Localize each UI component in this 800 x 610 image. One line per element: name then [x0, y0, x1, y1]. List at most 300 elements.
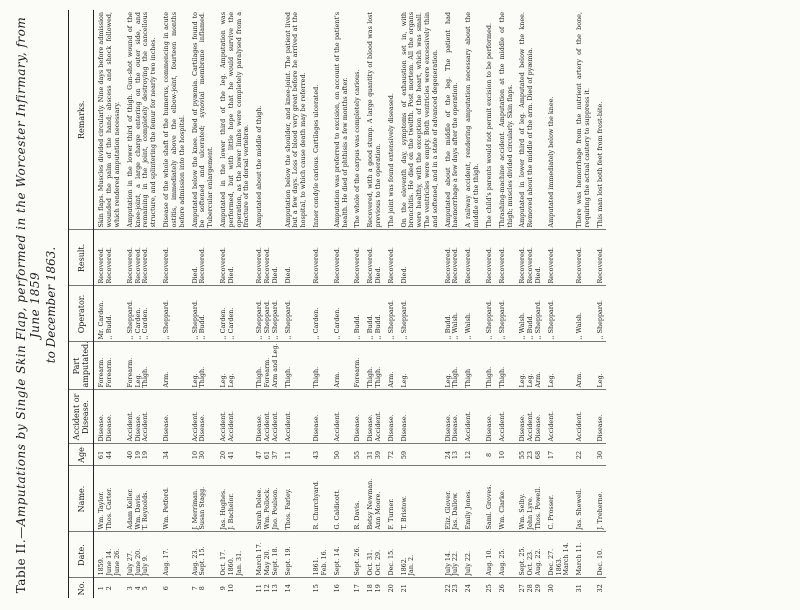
- cell-no-line: 2: [105, 586, 114, 591]
- cell-part: [252, 342, 280, 390]
- cell-date-line: Aug. 17.: [162, 548, 171, 576]
- cell-remarks-text: Amputated in the lower third of the leg. Amputation was performed, but with little hope that he would survive the operation, as the lower limbs were completely paralysed from a fracture of the dorsal vertebræ.: [218, 12, 251, 228]
- cell-operator-line: ,, Carden.: [133, 307, 142, 340]
- table-row: [397, 10, 441, 598]
- cell-age-line: 17: [546, 450, 555, 460]
- cell-accident-line: Accident.: [373, 411, 382, 442]
- cell-remarks-text: A railway accident, rendering amputation necessary about the middle of the thigh.: [464, 12, 481, 228]
- table-row: [544, 10, 572, 598]
- cell-date-line: Sept. 19.: [283, 546, 292, 576]
- cell-name: [441, 466, 462, 532]
- table-row: [216, 10, 252, 598]
- cell-date: [495, 532, 516, 578]
- cell-part: [384, 342, 397, 390]
- cell-date: [384, 532, 397, 578]
- cell-operator: [363, 286, 384, 342]
- cell-no-line: 7: [190, 586, 199, 591]
- cell-result: [544, 230, 572, 286]
- cell-no: [159, 578, 187, 598]
- cell-age: [441, 444, 462, 466]
- table-row: [281, 10, 309, 598]
- cell-operator: [495, 286, 516, 342]
- cell-remarks-text: Amputation was preferred to excision, on account of the patient's health. He died of phthisis a few months after.: [332, 12, 349, 228]
- cell-date: [441, 532, 462, 578]
- cell-age-line: 22: [575, 450, 584, 460]
- cell-result-line: Recovered.: [386, 247, 395, 284]
- cell-remarks: [397, 10, 441, 230]
- cell-operator-line: ,, Walsh.: [464, 312, 473, 340]
- cell-part-line: Leg.: [595, 373, 604, 388]
- cell-operator: [572, 286, 593, 342]
- cell-accident-line: Disease.: [97, 414, 106, 442]
- cell-result-line: Recovered.: [312, 247, 321, 284]
- cell-remarks: [384, 10, 397, 230]
- cell-result: [216, 230, 252, 286]
- cell-part-line: Arm.: [386, 371, 395, 388]
- cell-part-line: Forearm.: [105, 357, 114, 388]
- cell-accident-line: Accident.: [526, 411, 535, 442]
- cell-name-line: Jas. Shewell.: [575, 488, 584, 530]
- cell-part-line: Thigh.: [283, 366, 292, 388]
- cell-part-line: Arm and Leg.: [270, 343, 279, 388]
- cell-age-line: 24: [443, 450, 452, 460]
- cell-accident: [309, 390, 330, 444]
- cell-name-line: Thos. Farley.: [283, 488, 292, 530]
- cell-result: [441, 230, 462, 286]
- cell-part-line: Forearm.: [125, 357, 134, 388]
- cell-remarks-text: Disease of the whole shaft of the humerus, commencing in acute ostitis, immediately above the elbow-joint, fourteen months before admission into the hospital.: [162, 12, 186, 228]
- cell-no: [461, 578, 482, 598]
- cell-no: [216, 578, 252, 598]
- cell-date: [94, 532, 123, 578]
- cell-no: [593, 578, 606, 598]
- cell-accident-line: Accident.: [283, 411, 292, 442]
- cell-accident-line: Disease.: [353, 414, 362, 442]
- cell-result-line: Recovered.: [443, 247, 452, 284]
- cell-name: [461, 466, 482, 532]
- cell-age: [123, 444, 159, 466]
- cell-part-line: Forearm.: [353, 357, 362, 388]
- cell-part: [461, 342, 482, 390]
- cell-age-line: 31: [366, 450, 375, 460]
- cell-remarks-text: Recovered, with a good stump. A large quantity of blood was lost previous to the operation.: [366, 12, 382, 228]
- cell-date: [593, 532, 606, 578]
- col-accident: Accident or Disease.: [69, 390, 94, 444]
- cell-result-line: Recovered.: [518, 247, 527, 284]
- cell-no-line: 18: [366, 584, 375, 593]
- table-row: [188, 10, 216, 598]
- cell-remarks: [159, 10, 187, 230]
- cell-name-line: Ann Moore.: [373, 491, 382, 530]
- cell-result-line: Died.: [399, 266, 408, 284]
- cell-age-line: 19: [133, 450, 142, 460]
- cell-remarks: [309, 10, 330, 230]
- cell-date: [188, 532, 216, 578]
- cell-age: [397, 444, 441, 466]
- cell-part-line: Thigh.: [451, 366, 460, 388]
- cell-name: [350, 466, 363, 532]
- cell-accident: [441, 390, 462, 444]
- cell-operator-line: ,, Walsh.: [451, 312, 460, 340]
- cell-result: [593, 230, 606, 286]
- cell-no: [330, 578, 351, 598]
- table-row: [330, 10, 351, 598]
- cell-age-line: 50: [332, 450, 341, 460]
- cell-operator: [593, 286, 606, 342]
- cell-age-line: 44: [105, 450, 114, 460]
- cell-no: [482, 578, 495, 598]
- cell-remarks-text: The child's parents would not permit excision to be performed.: [484, 23, 493, 228]
- cell-no: [363, 578, 384, 598]
- table-row: [309, 10, 330, 598]
- cell-result-line: Recovered.: [218, 247, 227, 284]
- cell-date: [159, 532, 187, 578]
- cell-remarks: [544, 10, 572, 230]
- cell-operator-line: ,, Sheppard.: [484, 299, 493, 340]
- cell-date-line: 1859.: [97, 557, 106, 576]
- cell-age-line: 47: [255, 450, 264, 460]
- cell-no-line: 29: [533, 584, 542, 593]
- table-subtitle: to December 1863.: [44, 246, 58, 364]
- cell-date-line: Dec. 27.: [546, 548, 555, 576]
- cell-age-line: 12: [464, 450, 473, 460]
- cell-part: [350, 342, 363, 390]
- cell-operator-line: ,, Sheppard.: [386, 299, 395, 340]
- cell-accident-line: Accident.: [125, 411, 134, 442]
- cell-accident: [397, 390, 441, 444]
- cell-result: [482, 230, 495, 286]
- cell-name: [188, 466, 216, 532]
- cell-remarks-text: Amputated below the knee. Died of pyæmia. Cartilages found to be softened and ulcerated; synovial membrane inflamed. Tubercular enlargement.: [190, 12, 215, 228]
- cell-name: [216, 466, 252, 532]
- cell-date-line: Sept. 14.: [332, 546, 341, 576]
- cell-age-line: 34: [162, 450, 171, 460]
- cell-date-line: July 9.: [141, 555, 150, 576]
- cell-age-line: 19: [141, 450, 150, 460]
- cell-accident-line: Disease.: [443, 414, 452, 442]
- cell-result: [252, 230, 280, 286]
- cell-age-line: 30: [595, 450, 604, 460]
- cell-operator: [252, 286, 280, 342]
- cell-no: [350, 578, 363, 598]
- cell-accident: [461, 390, 482, 444]
- cell-age-line: 37: [270, 450, 279, 460]
- cell-part-line: Thigh.: [141, 366, 150, 388]
- cell-remarks: [441, 10, 462, 230]
- cell-remarks-text: There was hemorrhage from the nutrient artery of the bone, requiring the actual cautery to suppress it.: [575, 12, 591, 228]
- cell-part: [593, 342, 606, 390]
- cell-operator: [544, 286, 572, 342]
- cell-date-line: Oct. 31.: [366, 549, 375, 576]
- cell-operator: [94, 286, 123, 342]
- cell-operator-line: ,, Sheppard.: [283, 299, 292, 340]
- cell-remarks-text: Amputated in lower third of leg. Amputated below the knee. Removed about the middle of the arm. Died of pyæmia.: [518, 12, 535, 228]
- cell-result-line: Recovered.: [497, 247, 506, 284]
- cell-remarks: [593, 10, 606, 230]
- cell-name: [330, 466, 351, 532]
- cell-no-line: 10: [226, 584, 235, 593]
- cell-name-line: Jas. Dallow.: [451, 492, 460, 530]
- cell-part: [123, 342, 159, 390]
- cell-no-line: 8: [198, 586, 207, 591]
- cell-name-line: Sarah Dolee.: [255, 487, 264, 530]
- cell-part-line: Arm.: [575, 371, 584, 388]
- cell-result-line: Recovered.: [125, 247, 134, 284]
- cell-part: [515, 342, 543, 390]
- cell-accident-line: Accident.: [141, 411, 150, 442]
- cell-age: [495, 444, 516, 466]
- cell-date: [397, 532, 441, 578]
- cell-age-line: 10: [190, 450, 199, 460]
- cell-date: [350, 532, 363, 578]
- cell-name: [363, 466, 384, 532]
- cell-date-line: March 14.: [562, 542, 571, 576]
- cell-date: [461, 532, 482, 578]
- cell-name: [281, 466, 309, 532]
- cell-result: [350, 230, 363, 286]
- cell-accident-line: Disease.: [399, 414, 408, 442]
- cell-result: [330, 230, 351, 286]
- cell-name-line: Jno. Poulson.: [270, 487, 279, 530]
- col-age: Age: [69, 444, 94, 466]
- cell-no: [252, 578, 280, 598]
- cell-part: [94, 342, 123, 390]
- cell-operator: [441, 286, 462, 342]
- cell-no: [281, 578, 309, 598]
- cell-operator-line: ,, Carden.: [218, 307, 227, 340]
- cell-remarks: [572, 10, 593, 230]
- cell-part: [309, 342, 330, 390]
- cell-part-line: Arm.: [162, 371, 171, 388]
- cell-name: [94, 466, 123, 532]
- cell-no: [495, 578, 516, 598]
- cell-accident: [363, 390, 384, 444]
- cell-result-line: Recovered.: [255, 247, 264, 284]
- cell-date: [330, 532, 351, 578]
- cell-remarks-text: Amputated about the middle of the leg. The patient had haemorrhage a few days after the operation.: [443, 12, 460, 228]
- cell-part: [495, 342, 516, 390]
- cell-remarks: [281, 10, 309, 230]
- cell-accident: [252, 390, 280, 444]
- cell-result: [495, 230, 516, 286]
- cell-result-line: Recovered.: [141, 247, 150, 284]
- cell-name-line: Wm. Pollock.: [263, 487, 271, 530]
- cell-operator: [216, 286, 252, 342]
- cell-accident-line: Accident.: [218, 411, 227, 442]
- cell-operator-line: ,, Budd.: [526, 314, 535, 340]
- cell-date-line: June 20.: [133, 548, 142, 576]
- cell-age-line: 20: [218, 450, 227, 460]
- cell-accident-line: Disease.: [366, 414, 375, 442]
- cell-operator: [309, 286, 330, 342]
- cell-accident-line: Accident.: [226, 411, 235, 442]
- cell-age: [363, 444, 384, 466]
- cell-name-line: T. Reynolds.: [141, 490, 150, 530]
- cell-remarks-text: The joint was found extensively diseased.: [386, 93, 395, 228]
- cell-date-line: Oct. 29.: [373, 549, 382, 576]
- cell-date-line: 1863.: [554, 557, 563, 576]
- cell-accident-line: Accident.: [263, 411, 271, 442]
- cell-age: [252, 444, 280, 466]
- cell-accident-line: Disease.: [133, 414, 142, 442]
- table-row: [350, 10, 363, 598]
- cell-date-line: Sept. 26.: [353, 546, 362, 576]
- cell-part-line: Forearm.: [97, 357, 106, 388]
- table-number: Table II.—: [14, 526, 28, 594]
- cell-age-line: 10: [497, 450, 506, 460]
- cell-operator-line: ,, Budd.: [105, 314, 114, 340]
- cell-result-line: Recovered.: [451, 247, 460, 284]
- cell-accident-line: Disease.: [595, 414, 604, 442]
- cell-remarks-text: Amputation below the shoulder, and knee-joint. The patient lived but a few days. Loss of blood very great before he arrived at the hospital, to which cause death may be referred.: [283, 12, 308, 228]
- cell-no-line: 1: [97, 586, 106, 591]
- cell-remarks: [216, 10, 252, 230]
- cell-operator: [350, 286, 363, 342]
- cell-no-line: 5: [141, 586, 150, 591]
- cell-result: [309, 230, 330, 286]
- cell-name-line: J. Treherne.: [595, 491, 604, 530]
- cell-accident: [188, 390, 216, 444]
- cell-no-line: 31: [575, 584, 584, 593]
- cell-operator-line: ,, Walsh.: [575, 312, 584, 340]
- cell-no: [188, 578, 216, 598]
- cell-name: [159, 466, 187, 532]
- cell-accident-line: Disease.: [312, 414, 321, 442]
- cell-date-line: Oct. 17.: [218, 549, 227, 576]
- cell-accident-line: Accident.: [497, 411, 506, 442]
- cell-name-line: R. Davis.: [353, 500, 362, 530]
- cell-age-line: 13: [451, 450, 460, 460]
- cell-operator: [515, 286, 543, 342]
- cell-no-line: 4: [133, 586, 142, 591]
- cell-part-line: Thigh.: [255, 366, 264, 388]
- cell-result-line: Died.: [270, 266, 279, 284]
- cell-remarks-text: Skin flaps. Muscles divided circularly. Nine days before admission wounded the palm of the hand; abscess and shock followed, which rendered amputation necessary.: [97, 12, 121, 228]
- cell-no-line: 21: [399, 584, 408, 593]
- cell-accident-line: Accident.: [546, 411, 555, 442]
- cell-result-line: Recovered.: [526, 247, 535, 284]
- cell-part: [281, 342, 309, 390]
- cell-name-line: Adam Keller.: [125, 488, 134, 530]
- cell-operator: [482, 286, 495, 342]
- cell-age-line: 40: [125, 450, 134, 460]
- cell-date-line: Aug. 10.: [484, 548, 493, 576]
- cell-name-line: F. Turner.: [386, 498, 395, 530]
- cell-result: [397, 230, 441, 286]
- cell-accident-line: Disease.: [533, 414, 542, 442]
- table-body: [94, 10, 606, 598]
- cell-remarks: [252, 10, 280, 230]
- cell-name-line: John Lyre.: [526, 496, 535, 530]
- cell-date-line: March 17.: [255, 542, 264, 576]
- cell-accident: [123, 390, 159, 444]
- cell-result: [363, 230, 384, 286]
- cell-date-line: June 14.: [105, 548, 114, 576]
- cell-part-line: Leg.: [526, 373, 535, 388]
- cell-accident-line: Disease.: [255, 414, 264, 442]
- cell-operator: [281, 286, 309, 342]
- cell-operator-line: ,, Carden.: [141, 307, 150, 340]
- cell-remarks-text: Inner condyle carious. Cartilages ulcerated.: [312, 84, 321, 228]
- cell-date: [309, 532, 330, 578]
- cell-age-line: 41: [226, 450, 235, 460]
- cell-remarks: [482, 10, 495, 230]
- cell-date-line: 1860.: [226, 557, 235, 576]
- cell-date: [544, 532, 572, 578]
- cell-accident: [281, 390, 309, 444]
- cell-date: [515, 532, 543, 578]
- cell-no-line: 3: [125, 586, 134, 591]
- cell-result-line: Recovered.: [332, 247, 341, 284]
- cell-result-line: Recovered.: [198, 247, 207, 284]
- cell-name: [515, 466, 543, 532]
- cell-no-line: 23: [451, 584, 460, 593]
- cell-name-line: Wm. Davis.: [133, 492, 142, 530]
- cell-name-line: Thos. Powell.: [533, 486, 542, 530]
- cell-part-line: Thigh.: [373, 366, 382, 388]
- cell-accident-line: Disease.: [198, 414, 207, 442]
- cell-operator-line: ,, Budd.: [198, 314, 207, 340]
- cell-no-line: 15: [312, 584, 321, 593]
- table-title-main: Amputations by Single Skin Flap, performed in the Worcester Infirmary, from June 1859: [14, 16, 42, 527]
- cell-result-line: Recovered.: [97, 247, 106, 284]
- cell-age-line: 39: [373, 450, 382, 460]
- cell-accident: [384, 390, 397, 444]
- cell-date-line: 1862.: [399, 557, 408, 576]
- cell-age: [572, 444, 593, 466]
- cell-part-line: Arm.: [332, 371, 341, 388]
- cell-remarks-text: Amputated about the middle of thigh.: [255, 105, 264, 228]
- cell-result-line: Recovered.: [595, 247, 604, 284]
- cell-part: [441, 342, 462, 390]
- cell-result-line: Recovered.: [546, 247, 555, 284]
- table-row: [495, 10, 516, 598]
- cell-accident: [330, 390, 351, 444]
- cell-part-line: Thigh.: [312, 366, 321, 388]
- cell-result: [94, 230, 123, 286]
- cell-part-line: Thigh.: [497, 366, 506, 388]
- cell-part: [188, 342, 216, 390]
- table-row: [593, 10, 606, 598]
- cell-age-line: 61: [263, 450, 271, 460]
- cell-result-line: Recovered.: [366, 247, 375, 284]
- cell-part: [159, 342, 187, 390]
- cell-result-line: Recovered.: [133, 247, 142, 284]
- cell-age-line: 61: [97, 450, 106, 460]
- cell-date-line: July 22.: [464, 550, 473, 576]
- cell-result-line: Recovered.: [162, 247, 171, 284]
- cell-accident-line: Accident.: [332, 411, 341, 442]
- cell-operator-line: Mr. Carden.: [97, 300, 106, 340]
- cell-name-line: J. Merriman.: [190, 488, 199, 530]
- cell-accident-line: Accident.: [190, 411, 199, 442]
- cell-operator: [330, 286, 351, 342]
- cell-age-line: 72: [386, 450, 395, 460]
- cell-no-line: 17: [353, 584, 362, 593]
- cell-operator: [384, 286, 397, 342]
- cell-age: [159, 444, 187, 466]
- cell-result-line: Died.: [190, 266, 199, 284]
- cell-accident-line: Disease.: [105, 414, 114, 442]
- table-row: [384, 10, 397, 598]
- cell-accident-line: Disease.: [386, 414, 395, 442]
- col-remarks: Remarks.: [69, 10, 94, 230]
- cell-no-line: 26: [497, 584, 506, 593]
- cell-date: [123, 532, 159, 578]
- cell-accident: [159, 390, 187, 444]
- cell-date: [252, 532, 280, 578]
- cell-accident: [572, 390, 593, 444]
